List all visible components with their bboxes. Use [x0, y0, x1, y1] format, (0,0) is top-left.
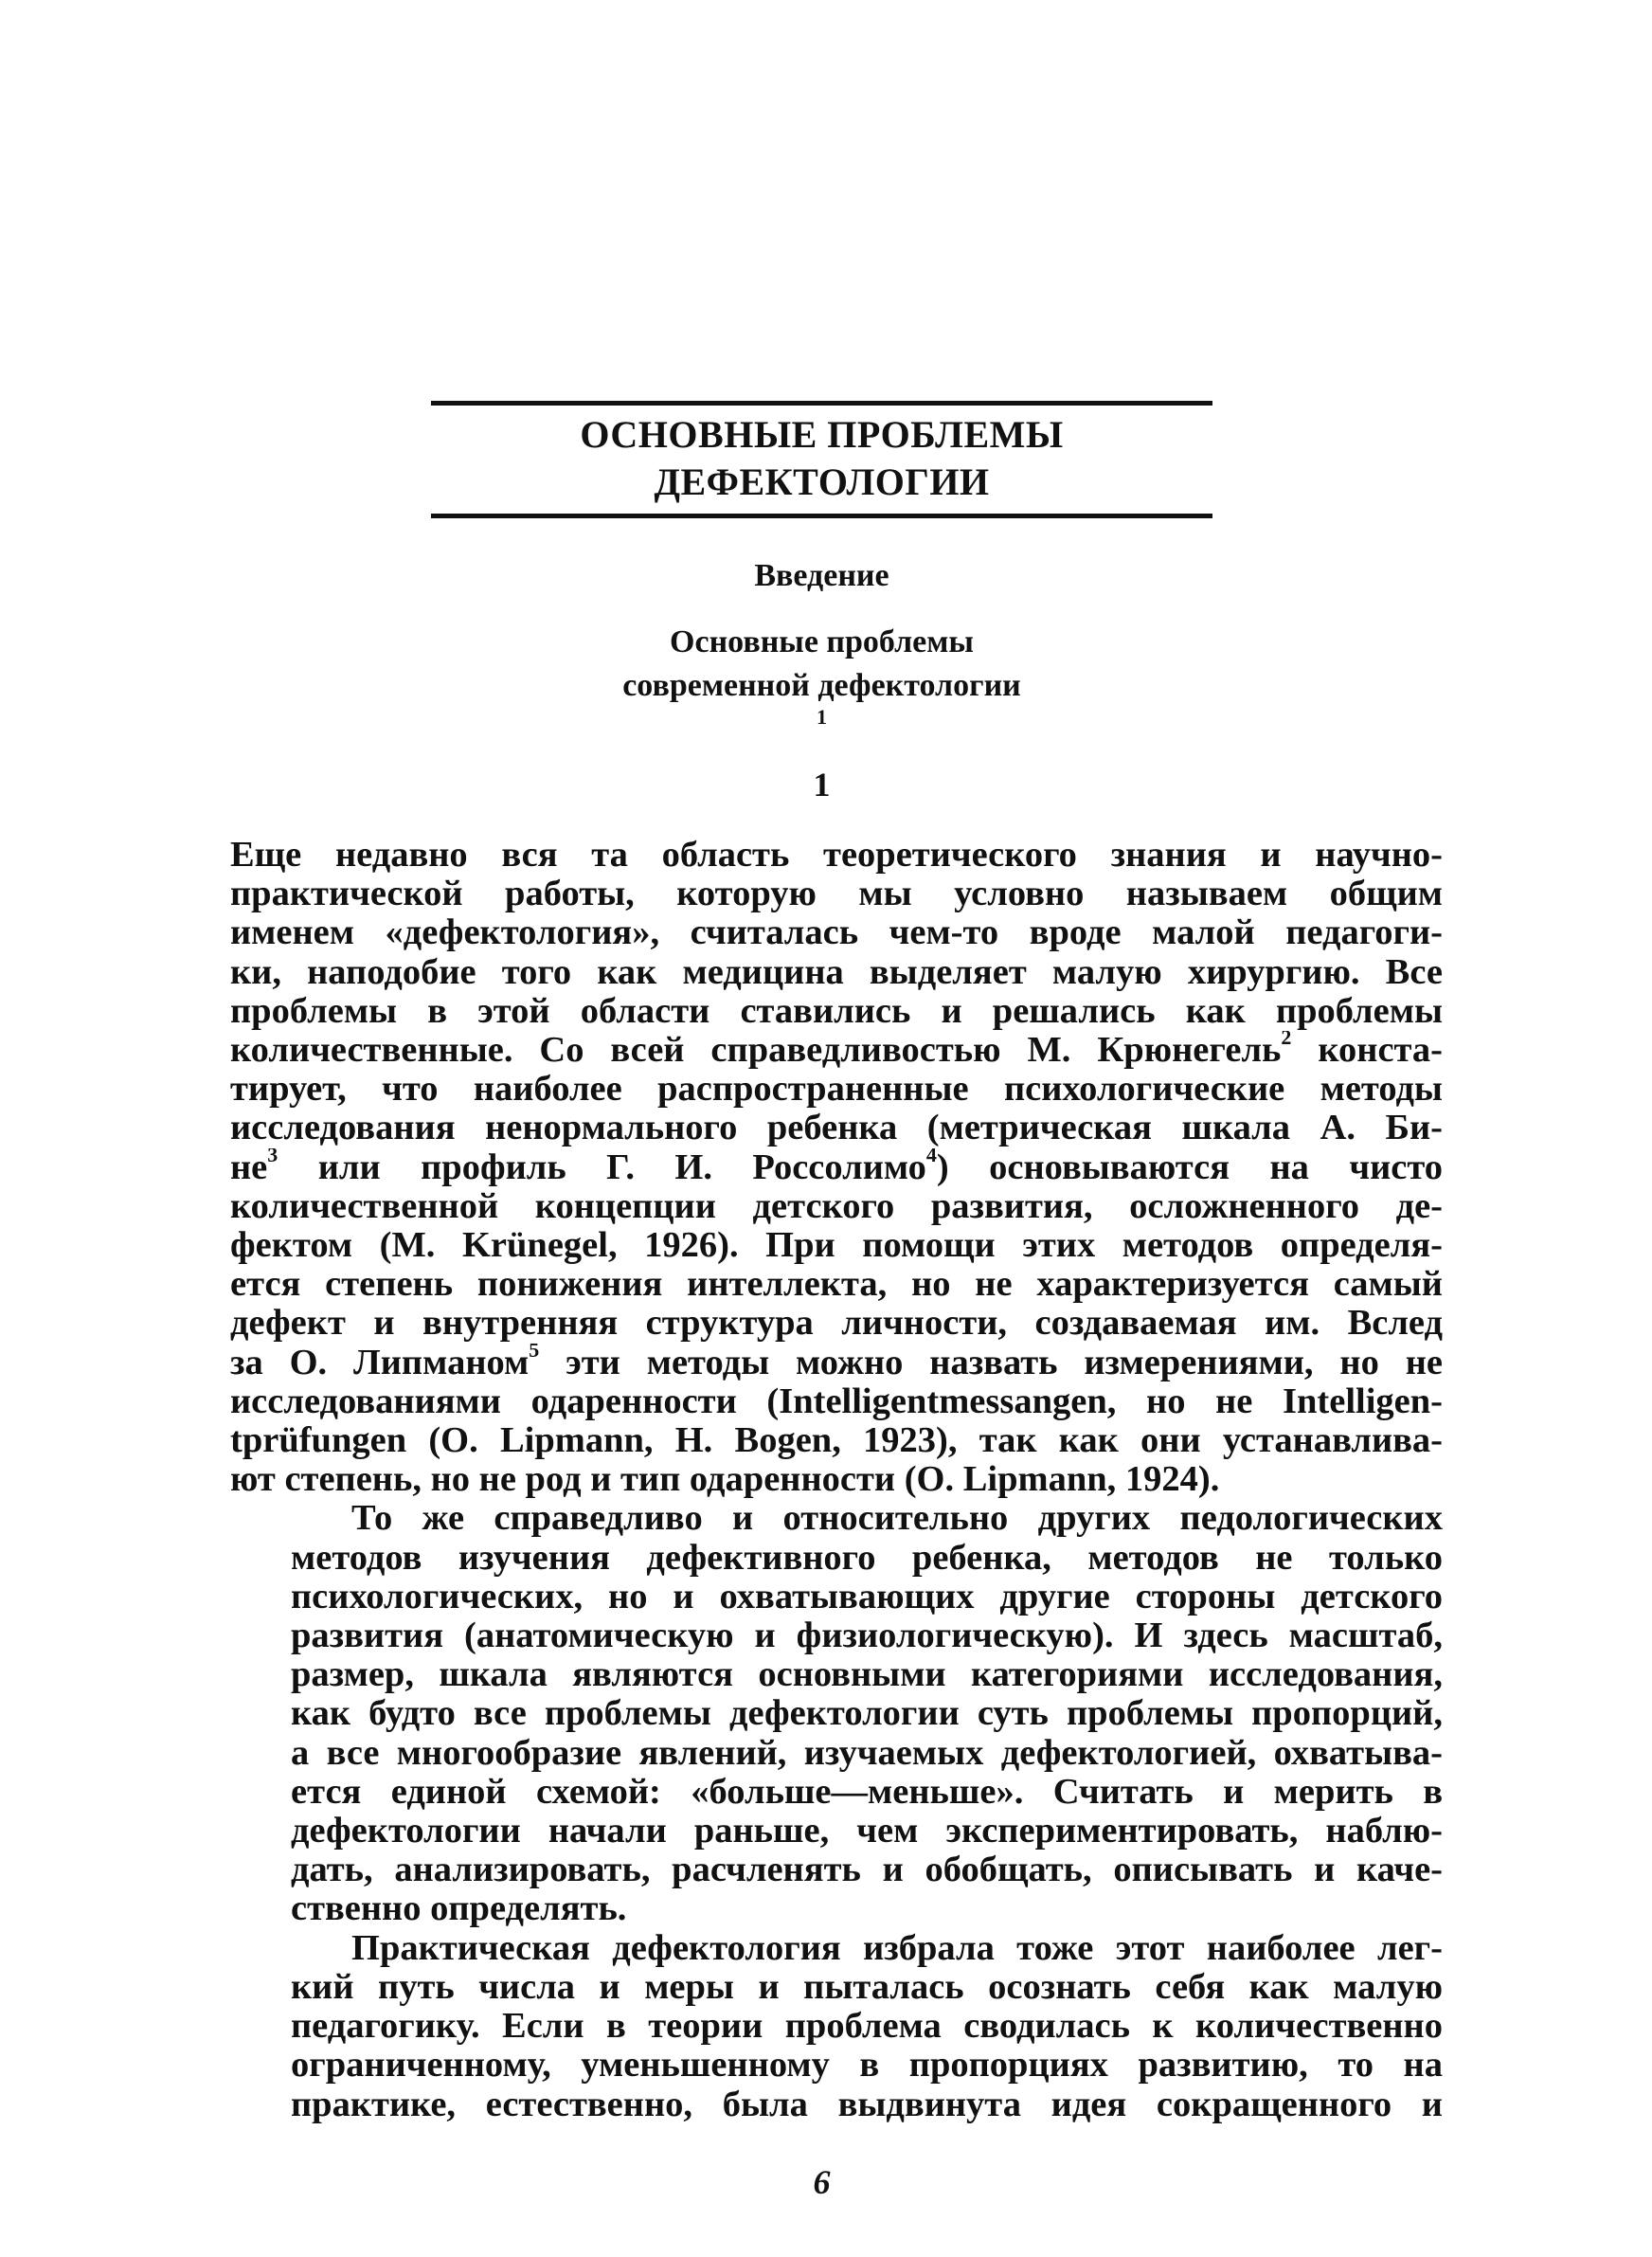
- intro-label: Введение: [754, 558, 889, 593]
- text-segment: ) основываются на чисто: [936, 1147, 1443, 1187]
- chapter-title: [431, 411, 1212, 506]
- text-line: тирует, что наиболее распространенные психологические методы: [230, 1070, 1443, 1110]
- paragraph-1: [230, 836, 1443, 1499]
- text-line: ственно определять.: [291, 1889, 627, 1929]
- text-line: психологических, но и охватывающих другие стороны детского: [291, 1577, 1443, 1616]
- section-subtitle: [431, 621, 1212, 751]
- text-line-with-footnote: [230, 1148, 1443, 1187]
- text-line: методов изучения дефективного ребенка, методов не только: [291, 1538, 1443, 1578]
- text-line: ется единой схемой: «больше—меньше». Считать и мерить в: [291, 1772, 1443, 1812]
- footnote-mark: 1: [817, 704, 827, 729]
- text-line: ется степень понижения интеллекта, но не характеризуется самый: [230, 1265, 1443, 1305]
- page-number: 6: [813, 2163, 831, 2201]
- footnote-mark: 5: [529, 1343, 540, 1362]
- text-line: практической работы, которую мы условно называем общим: [230, 875, 1443, 914]
- text-line: дефект и внутренняя структура личности, создаваемая им. Вслед: [230, 1304, 1443, 1344]
- text-line: дать, анализировать, расчленять и обобщать, описывать и каче-: [291, 1851, 1443, 1890]
- subtitle-line-2: [431, 664, 1212, 751]
- text-line: исследования ненормального ребенка (метрическая шкала А. Би-: [230, 1109, 1443, 1148]
- text-line: ют степень, но не род и тип одаренности (O. Lipmann, 1924).: [230, 1460, 1220, 1500]
- text-line: педагогику. Если в теории проблема сводилась к количественно: [291, 2007, 1443, 2047]
- paragraph-3: [230, 1929, 1443, 2124]
- paragraph-2: [230, 1499, 1443, 1928]
- text-segment: за О. Липманом: [230, 1343, 530, 1382]
- text-line: Еще недавно вся та область теоретического знания и научно-: [230, 836, 1443, 875]
- text-line: фектом (M. Krünegel, 1926). При помощи этих методов определя-: [230, 1226, 1443, 1266]
- text-line: То же справедливо и относительно других педологических: [351, 1499, 1443, 1539]
- title-bottom-rule: [431, 514, 1212, 518]
- text-line: ки, наподобие того как медицина выделяет малую хирургию. Все: [230, 952, 1443, 992]
- text-segment: эти методы можно назвать измерениями, но не: [539, 1343, 1443, 1382]
- text-line: tprüfungen (O. Lipmann, H. Bogen, 1923), так как они устанавлива-: [230, 1421, 1443, 1461]
- text-segment: не: [230, 1147, 268, 1187]
- text-line: проблемы в этой области ставились и решались как проблемы: [230, 991, 1443, 1031]
- text-segment: или профиль Г. И. Россолимо: [278, 1147, 926, 1187]
- text-line: ограниченному, уменьшенному в пропорциях развитию, то на: [291, 2046, 1443, 2085]
- text-line: а все многообразие явлений, изучаемых дефектологией, охватыва-: [291, 1733, 1443, 1773]
- text-line-with-footnote: [230, 1031, 1443, 1070]
- subtitle-line-1: Основные проблемы: [670, 624, 974, 659]
- body-text: [230, 836, 1443, 2124]
- chapter-title-line-1: ОСНОВНЫЕ ПРОБЛЕМЫ: [580, 413, 1064, 456]
- text-line: развития (анатомическую и физиологическую). И здесь масштаб,: [291, 1616, 1443, 1656]
- footnote-mark: 4: [925, 1147, 937, 1166]
- text-segment: количественные. Со всей справедливостью М. Крюнегель: [230, 1031, 1282, 1071]
- text-line-with-footnote: [230, 1344, 1443, 1382]
- text-segment: конста-: [1291, 1031, 1443, 1071]
- subtitle-line-2-text: современной дефектологии: [622, 668, 1021, 703]
- text-line: дефектологии начали раньше, чем экспериментировать, наблю-: [291, 1812, 1443, 1851]
- title-top-rule: [431, 401, 1212, 406]
- text-line: кий путь числа и меры и пыталась осознать себя как малую: [291, 1967, 1443, 2007]
- text-line: практике, естественно, была выдвинута идея сокращенного и: [291, 2085, 1443, 2124]
- chapter-title-line-2: ДЕФЕКТОЛОГИИ: [654, 460, 990, 503]
- text-line: размер, шкала являются основными категориями исследования,: [291, 1655, 1443, 1695]
- text-line: как будто все проблемы дефектологии суть проблемы пропорций,: [291, 1694, 1443, 1734]
- text-line: именем «дефектология», считалась чем-то вроде малой педагоги-: [230, 913, 1443, 953]
- footnote-mark: 3: [267, 1147, 278, 1166]
- footnote-mark: 2: [1281, 1031, 1292, 1050]
- text-line: Практическая дефектология избрала тоже этот наиболее лег-: [351, 1928, 1443, 1968]
- text-line: количественной концепции детского развития, осложненного де-: [230, 1186, 1443, 1226]
- section-number: 1: [813, 766, 831, 803]
- text-line: исследованиями одаренности (Intelligentmessangen, но не Intelligen-: [230, 1381, 1443, 1421]
